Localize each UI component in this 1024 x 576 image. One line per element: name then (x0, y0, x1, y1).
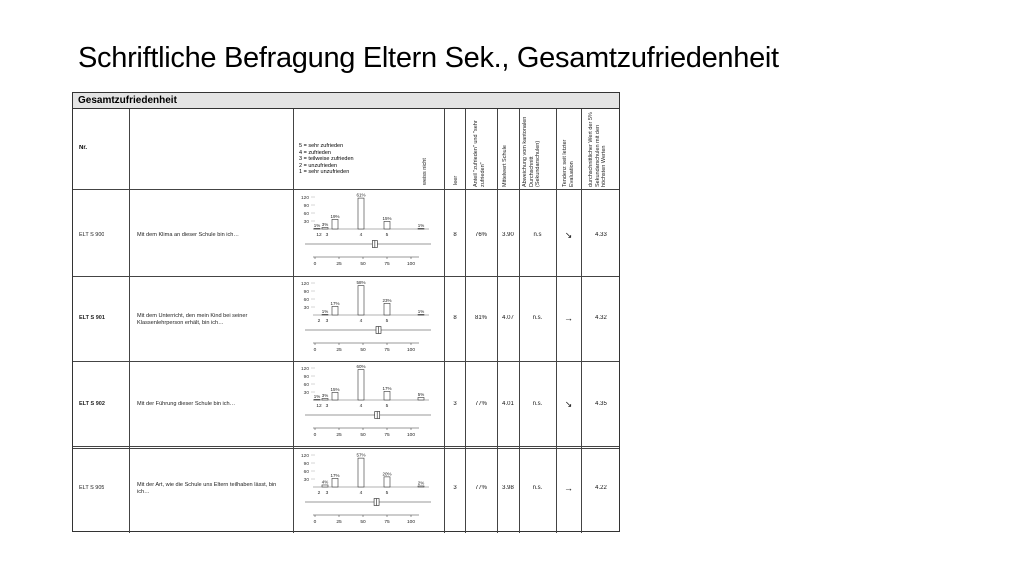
bar-label: 3% (321, 392, 329, 398)
bar-label: 15% (330, 386, 340, 392)
bar (384, 477, 390, 487)
cell-top5: 4.33 (595, 232, 607, 238)
category-label: 5 (385, 404, 389, 409)
cell-anteil: 77% (474, 485, 487, 491)
category-label: 2 (317, 319, 321, 324)
bar-label: 17% (382, 385, 392, 391)
bar (358, 458, 364, 487)
category-label: 5 (385, 233, 389, 238)
category-label: 4 (359, 404, 363, 409)
bar-label: 17% (330, 300, 340, 306)
bar-label: 61% (356, 193, 366, 198)
bar (332, 392, 338, 400)
item-nr: ELT S 901 (79, 315, 105, 321)
y-tick-label: 30 (303, 478, 309, 483)
percent-tick-label: 50 (360, 348, 366, 353)
bar (314, 399, 320, 400)
cell-abweichung: n.s. (532, 315, 543, 321)
item-nr: ELT S 900 (79, 232, 105, 238)
category-label: 4 (359, 233, 363, 238)
bar-weiss-nicht (418, 486, 424, 487)
category-label: 3 (325, 319, 329, 324)
item-text: Mit der Art, wie die Schule uns Eltern teilhaben lässt, bin ich… (137, 482, 277, 495)
scale-legend (299, 143, 399, 176)
item-text: Mit dem Unterricht, den mein Kind bei seiner Klassenlehrperson erhält, bin ich… (137, 313, 248, 326)
percent-tick-label: 0 (313, 433, 317, 438)
bar (358, 370, 364, 400)
bar (322, 398, 328, 400)
header-tendenz: Tendenz seit letzter Evaluation (562, 139, 575, 187)
y-tick-label: 30 (303, 391, 309, 396)
distribution-chart (301, 364, 441, 446)
percent-tick-label: 25 (336, 433, 342, 438)
percent-tick-label: 0 (313, 348, 317, 353)
percent-tick-label: 75 (384, 433, 390, 438)
percent-tick-label: 25 (336, 348, 342, 353)
header-durchschnitt: durchschnittlicher Wert der 5% Sekundarschulen mit den höchsten Werten (588, 112, 607, 187)
percent-tick-label: 100 (406, 520, 416, 525)
cell-leer: 8 (453, 232, 457, 238)
survey-table (72, 92, 620, 532)
cell-mittelwert: 4.07 (502, 315, 514, 321)
bar-label: 1% (313, 393, 321, 399)
legend-4: 4 = zufrieden (299, 149, 331, 156)
distribution-chart (301, 193, 441, 275)
item-nr: ELT S 902 (79, 401, 105, 407)
cell-anteil: 77% (474, 401, 487, 407)
bar-label: 1% (417, 308, 425, 314)
cell-mittelwert: 3.90 (502, 232, 514, 238)
percent-tick-label: 75 (384, 520, 390, 525)
y-tick-label: 90 (303, 290, 309, 295)
trend-arrow-icon: → (564, 483, 573, 493)
bar (314, 228, 320, 229)
page-break (73, 446, 619, 449)
cell-mittelwert: 3.98 (502, 485, 514, 491)
item-text: Mit dem Klima an dieser Schule bin ich… (137, 232, 239, 238)
legend-5: 5 = sehr zufrieden (299, 143, 344, 149)
bar (332, 306, 338, 315)
percent-tick-label: 100 (406, 262, 416, 267)
header-divider (73, 189, 619, 190)
bar-label: 19% (330, 213, 340, 219)
y-tick-label: 60 (303, 470, 309, 475)
trend-arrow-icon: ↘ (564, 399, 573, 409)
cell-top5: 4.32 (595, 315, 607, 321)
y-tick-label: 90 (303, 462, 309, 467)
bar (358, 198, 364, 229)
bar-label: 4% (321, 479, 329, 485)
y-tick-label: 60 (303, 212, 309, 217)
column-divider (129, 109, 130, 533)
bar (322, 227, 328, 229)
column-divider (581, 109, 582, 533)
cell-anteil: 76% (474, 232, 487, 238)
bar-weiss-nicht (418, 397, 424, 400)
percent-tick-label: 75 (384, 262, 390, 267)
header-anteil: Anteil "zufrieden" und "sehr zufrieden" (473, 120, 486, 187)
category-label: 3 (325, 233, 329, 238)
cell-leer: 3 (453, 401, 457, 407)
y-tick-label: 30 (303, 306, 309, 311)
column-divider (293, 109, 294, 533)
table-title: Gesamtzufriedenheit (73, 93, 619, 109)
percent-tick-label: 50 (360, 262, 366, 267)
category-label: 3 (325, 404, 329, 409)
bar (358, 286, 364, 315)
y-tick-label: 120 (301, 367, 309, 372)
bar-label: 23% (382, 297, 392, 303)
bar-label: 1% (313, 222, 321, 228)
distribution-chart (301, 279, 441, 361)
percent-tick-label: 100 (406, 433, 416, 438)
distribution-chart (301, 451, 441, 533)
cell-leer: 3 (453, 485, 457, 491)
category-label: 5 (385, 491, 389, 496)
row-divider (73, 361, 619, 362)
cell-top5: 4.35 (595, 401, 607, 407)
bar-label: 58% (356, 280, 366, 286)
cell-leer: 8 (453, 315, 457, 321)
percent-tick-label: 0 (313, 262, 317, 267)
percent-tick-label: 0 (313, 520, 317, 525)
bar-label: 3% (321, 221, 329, 227)
percent-tick-label: 75 (384, 348, 390, 353)
bar (332, 478, 338, 487)
item-text: Mit der Führung dieser Schule bin ich… (137, 401, 236, 407)
header-mittelwert: Mittelwert Schule (502, 145, 508, 187)
percent-tick-label: 25 (336, 520, 342, 525)
legend-3: 3 = teilweise zufrieden (299, 156, 354, 163)
category-label: 12 (316, 233, 322, 238)
y-tick-label: 120 (301, 196, 309, 201)
header-leer: leer (453, 175, 459, 185)
bar-weiss-nicht (418, 314, 424, 315)
item-nr: ELT S 905 (79, 485, 105, 491)
category-label: 12 (316, 404, 322, 409)
header-weiss-nicht: weiss nicht (422, 158, 428, 185)
bar (384, 391, 390, 400)
bar (384, 303, 390, 315)
bar (322, 485, 328, 487)
row-divider (73, 276, 619, 277)
y-tick-label: 60 (303, 298, 309, 303)
bar-label: 60% (356, 364, 366, 370)
column-divider (519, 109, 520, 533)
y-tick-label: 90 (303, 375, 309, 380)
legend-2: 2 = unzufrieden (299, 162, 338, 169)
trend-arrow-icon: ↘ (564, 230, 573, 240)
category-label: 4 (359, 491, 363, 496)
cell-abweichung: n.s. (532, 401, 543, 407)
category-label: 3 (325, 491, 329, 496)
bar-weiss-nicht (418, 228, 424, 229)
cell-abweichung: n.s (533, 232, 542, 238)
y-tick-label: 120 (301, 454, 309, 459)
column-divider (465, 109, 466, 533)
column-divider (497, 109, 498, 533)
cell-top5: 4.22 (595, 485, 607, 491)
slide-title: Schriftliche Befragung Eltern Sek., Gesamtzufriedenheit (78, 42, 779, 74)
bar-label: 15% (382, 215, 392, 221)
header-abweichung: Abweichung vom kantonalen Durchschnitt (Sekundarschulen) (522, 116, 541, 187)
bar-label: 2% (417, 480, 425, 486)
legend-1: 1 = sehr unzufrieden (299, 169, 350, 176)
bar-label: 17% (330, 472, 340, 478)
cell-mittelwert: 4.01 (502, 401, 514, 407)
bar-label: 57% (356, 452, 366, 458)
category-label: 5 (385, 319, 389, 324)
trend-arrow-icon: → (564, 313, 573, 323)
bar-label: 20% (382, 471, 392, 477)
bar (332, 219, 338, 229)
y-tick-label: 30 (303, 220, 309, 225)
percent-tick-label: 100 (406, 348, 416, 353)
category-label: 2 (317, 491, 321, 496)
bar-label: 1% (417, 222, 425, 228)
cell-abweichung: n.s. (532, 485, 543, 491)
percent-tick-label: 50 (360, 520, 366, 525)
header-nr: Nr. (79, 145, 88, 151)
bar-label: 1% (321, 308, 329, 314)
percent-tick-label: 50 (360, 433, 366, 438)
bar-label: 5% (417, 391, 425, 397)
category-label: 4 (359, 319, 363, 324)
percent-tick-label: 25 (336, 262, 342, 267)
y-tick-label: 120 (301, 282, 309, 287)
y-tick-label: 60 (303, 383, 309, 388)
y-tick-label: 90 (303, 204, 309, 209)
bar (322, 314, 328, 315)
bar (384, 221, 390, 229)
cell-anteil: 81% (474, 315, 487, 321)
column-divider (444, 109, 445, 533)
